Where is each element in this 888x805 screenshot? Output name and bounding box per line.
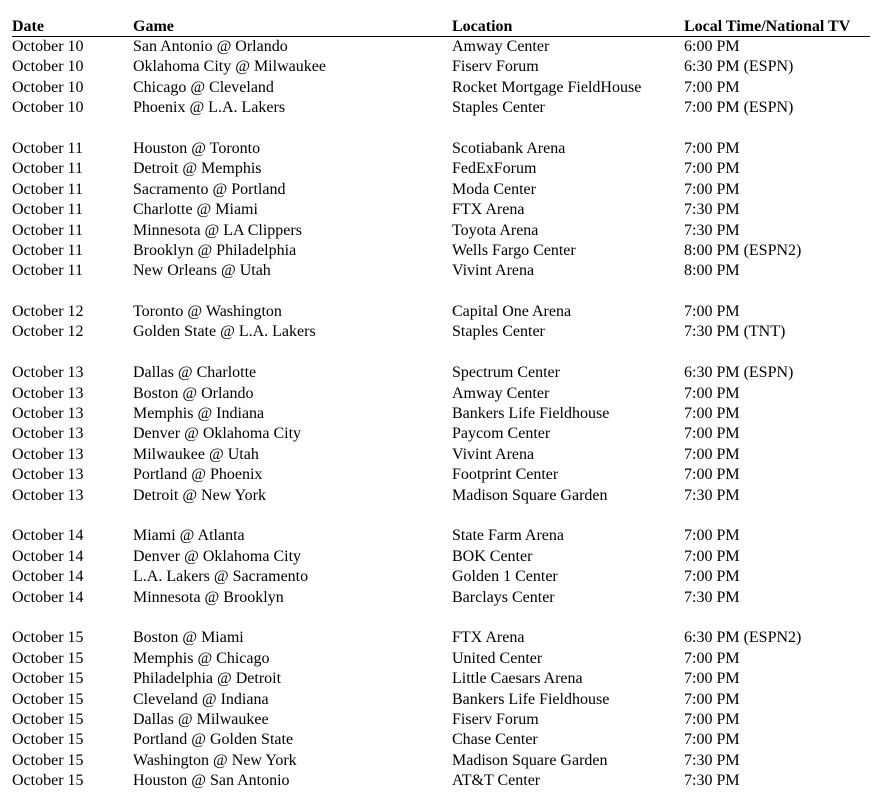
group-separator [12,343,870,363]
game-time: 7:00 PM [684,405,740,423]
game-location: United Center [452,649,543,667]
game-time: 7:00 PM [684,690,740,708]
game-date: October 11 [12,180,83,198]
game-time: 7:00 PM [684,445,740,463]
game-time: 7:00 PM [684,649,740,667]
game-location: FTX Arena [452,629,525,647]
game-date: October 11 [12,241,83,259]
game-date: October 10 [12,38,84,55]
table-row [12,690,870,710]
game-matchup: Chicago @ Cleveland [133,78,274,96]
game-date: October 11 [12,139,83,157]
game-matchup: Memphis @ Chicago [133,649,270,667]
game-matchup: Brooklyn @ Philadelphia [133,241,297,259]
game-time: 7:30 PM [684,201,740,219]
game-date: October 10 [12,78,84,96]
game-time: 6:30 PM (ESPN) [684,364,794,382]
game-date: October 15 [12,731,84,749]
game-time: 8:00 PM (ESPN2) [684,241,802,259]
game-matchup: San Antonio @ Orlando [133,38,288,55]
game-matchup: Oklahoma City @ Milwaukee [133,58,326,76]
game-location: FTX Arena [452,201,525,219]
game-time: 7:00 PM [684,731,740,749]
game-location: Amway Center [452,384,550,402]
table-row [12,730,870,750]
game-location: Little Caesars Arena [452,670,583,688]
game-date: October 15 [12,751,84,769]
game-time: 7:00 PM [684,710,740,728]
game-location: Moda Center [452,180,536,198]
game-matchup: Toronto @ Washington [133,303,282,321]
game-time: 7:00 PM [684,384,740,402]
game-date: October 11 [12,262,83,280]
game-date: October 14 [12,547,84,565]
table-row [12,486,870,506]
table-row [12,302,870,322]
game-matchup: Charlotte @ Miami [133,201,258,219]
game-time: 7:00 PM [684,547,740,565]
game-location: Madison Square Garden [452,486,608,504]
game-matchup: Dallas @ Charlotte [133,364,257,382]
game-matchup: Houston @ San Antonio [133,772,290,790]
table-row [12,139,870,159]
table-row [12,261,870,281]
table-row [12,567,870,587]
game-matchup: Milwaukee @ Utah [133,445,259,463]
game-matchup: L.A. Lakers @ Sacramento [133,568,309,586]
game-matchup: Cleveland @ Indiana [133,690,269,708]
game-time: 7:30 PM [684,588,740,606]
schedule-header-row [12,17,870,37]
game-matchup: Denver @ Oklahoma City [133,425,302,443]
table-row [12,628,870,648]
table-row [12,180,870,200]
game-location: FedExForum [452,160,537,178]
game-date: October 10 [12,99,84,117]
schedule-document [12,17,870,791]
game-matchup: Miami @ Atlanta [133,527,245,545]
game-matchup: Minnesota @ LA Clippers [133,221,302,239]
group-separator [12,608,870,628]
game-date: October 11 [12,221,83,239]
table-row [12,363,870,383]
table-row [12,57,870,77]
game-matchup: Dallas @ Milwaukee [133,710,269,728]
game-matchup: Boston @ Orlando [133,384,254,402]
game-time: 7:30 PM (TNT) [684,323,786,341]
game-date: October 10 [12,58,84,76]
game-matchup: Boston @ Miami [133,629,244,647]
game-matchup: Houston @ Toronto [133,139,261,157]
game-location: Capital One Arena [452,303,572,321]
table-row [12,98,870,118]
game-location: Chase Center [452,731,538,749]
game-time: 8:00 PM [684,262,740,280]
group-separator [12,119,870,139]
game-matchup: Detroit @ New York [133,486,266,504]
game-time: 6:30 PM (ESPN) [684,58,794,76]
table-row [12,384,870,404]
game-date: October 13 [12,384,84,402]
game-location: Barclays Center [452,588,555,606]
table-row [12,751,870,771]
game-time: 7:30 PM [684,486,740,504]
game-location: Toyota Arena [452,221,539,239]
game-date: October 13 [12,466,84,484]
game-time: 7:00 PM [684,425,740,443]
game-time: 7:00 PM [684,303,740,321]
game-time: 7:00 PM [684,568,740,586]
game-location: Staples Center [452,323,545,341]
game-time: 6:00 PM [684,38,740,55]
game-time: 7:00 PM [684,466,740,484]
game-date: October 13 [12,425,84,443]
table-row [12,526,870,546]
game-time: 7:30 PM [684,772,740,790]
game-date: October 13 [12,445,84,463]
table-row [12,37,870,57]
game-date: October 14 [12,588,84,606]
game-date: October 15 [12,772,84,790]
table-row [12,445,870,465]
game-time: 7:30 PM [684,751,740,769]
game-matchup: New Orleans @ Utah [133,262,271,280]
game-matchup: Denver @ Oklahoma City [133,547,302,565]
schedule-body [12,37,870,791]
header-game: Game [133,17,452,37]
game-location: Bankers Life Fieldhouse [452,405,610,423]
game-location: Vivint Arena [452,445,535,463]
game-matchup: Philadelphia @ Detroit [133,670,282,688]
table-row [12,200,870,220]
table-row [12,771,870,791]
game-location: Madison Square Garden [452,751,608,769]
header-time: Local Time/National TV [684,17,870,37]
game-date: October 13 [12,486,84,504]
game-date: October 15 [12,649,84,667]
table-row [12,424,870,444]
game-matchup: Detroit @ Memphis [133,160,262,178]
table-row [12,322,870,342]
game-time: 7:00 PM [684,180,740,198]
game-time: 7:00 PM [684,139,740,157]
game-time: 7:00 PM [684,78,740,96]
table-row [12,159,870,179]
table-row [12,669,870,689]
game-matchup: Memphis @ Indiana [133,405,265,423]
game-location: Rocket Mortgage FieldHouse [452,78,642,96]
game-date: October 14 [12,527,84,545]
game-location: Fiserv Forum [452,58,539,76]
game-location: BOK Center [452,547,533,565]
game-matchup: Washington @ New York [133,751,297,769]
table-row [12,221,870,241]
game-date: October 15 [12,629,84,647]
game-location: Paycom Center [452,425,551,443]
game-matchup: Golden State @ L.A. Lakers [133,323,316,341]
game-date: October 15 [12,690,84,708]
game-date: October 12 [12,303,84,321]
game-location: Bankers Life Fieldhouse [452,690,610,708]
game-location: Golden 1 Center [452,568,558,586]
game-date: October 15 [12,710,84,728]
game-date: October 13 [12,405,84,423]
game-date: October 13 [12,364,84,382]
table-row [12,465,870,485]
game-time: 7:00 PM (ESPN) [684,99,794,117]
table-row [12,404,870,424]
game-date: October 11 [12,201,83,219]
game-matchup: Sacramento @ Portland [133,180,286,198]
group-separator [12,506,870,526]
game-time: 7:30 PM [684,221,740,239]
header-location: Location [452,17,684,37]
game-location: Fiserv Forum [452,710,539,728]
game-location: Footprint Center [452,466,559,484]
game-date: October 14 [12,568,84,586]
table-row [12,649,870,669]
game-matchup: Portland @ Golden State [133,731,294,749]
game-time: 6:30 PM (ESPN2) [684,629,802,647]
game-date: October 11 [12,160,83,178]
header-date: Date [12,17,133,37]
table-row [12,710,870,730]
table-row [12,547,870,567]
game-date: October 12 [12,323,84,341]
game-matchup: Minnesota @ Brooklyn [133,588,284,606]
game-time: 7:00 PM [684,527,740,545]
game-matchup: Phoenix @ L.A. Lakers [133,99,286,117]
table-row [12,78,870,98]
game-location: Scotiabank Arena [452,139,566,157]
game-time: 7:00 PM [684,670,740,688]
group-separator [12,282,870,302]
game-location: Vivint Arena [452,262,535,280]
game-location: AT&T Center [452,772,541,790]
table-row [12,588,870,608]
game-location: Amway Center [452,38,550,55]
game-location: Spectrum Center [452,364,560,382]
game-date: October 15 [12,670,84,688]
game-time: 7:00 PM [684,160,740,178]
game-matchup: Portland @ Phoenix [133,466,263,484]
game-location: Staples Center [452,99,545,117]
game-location: Wells Fargo Center [452,241,576,259]
game-location: State Farm Arena [452,527,564,545]
table-row [12,241,870,261]
